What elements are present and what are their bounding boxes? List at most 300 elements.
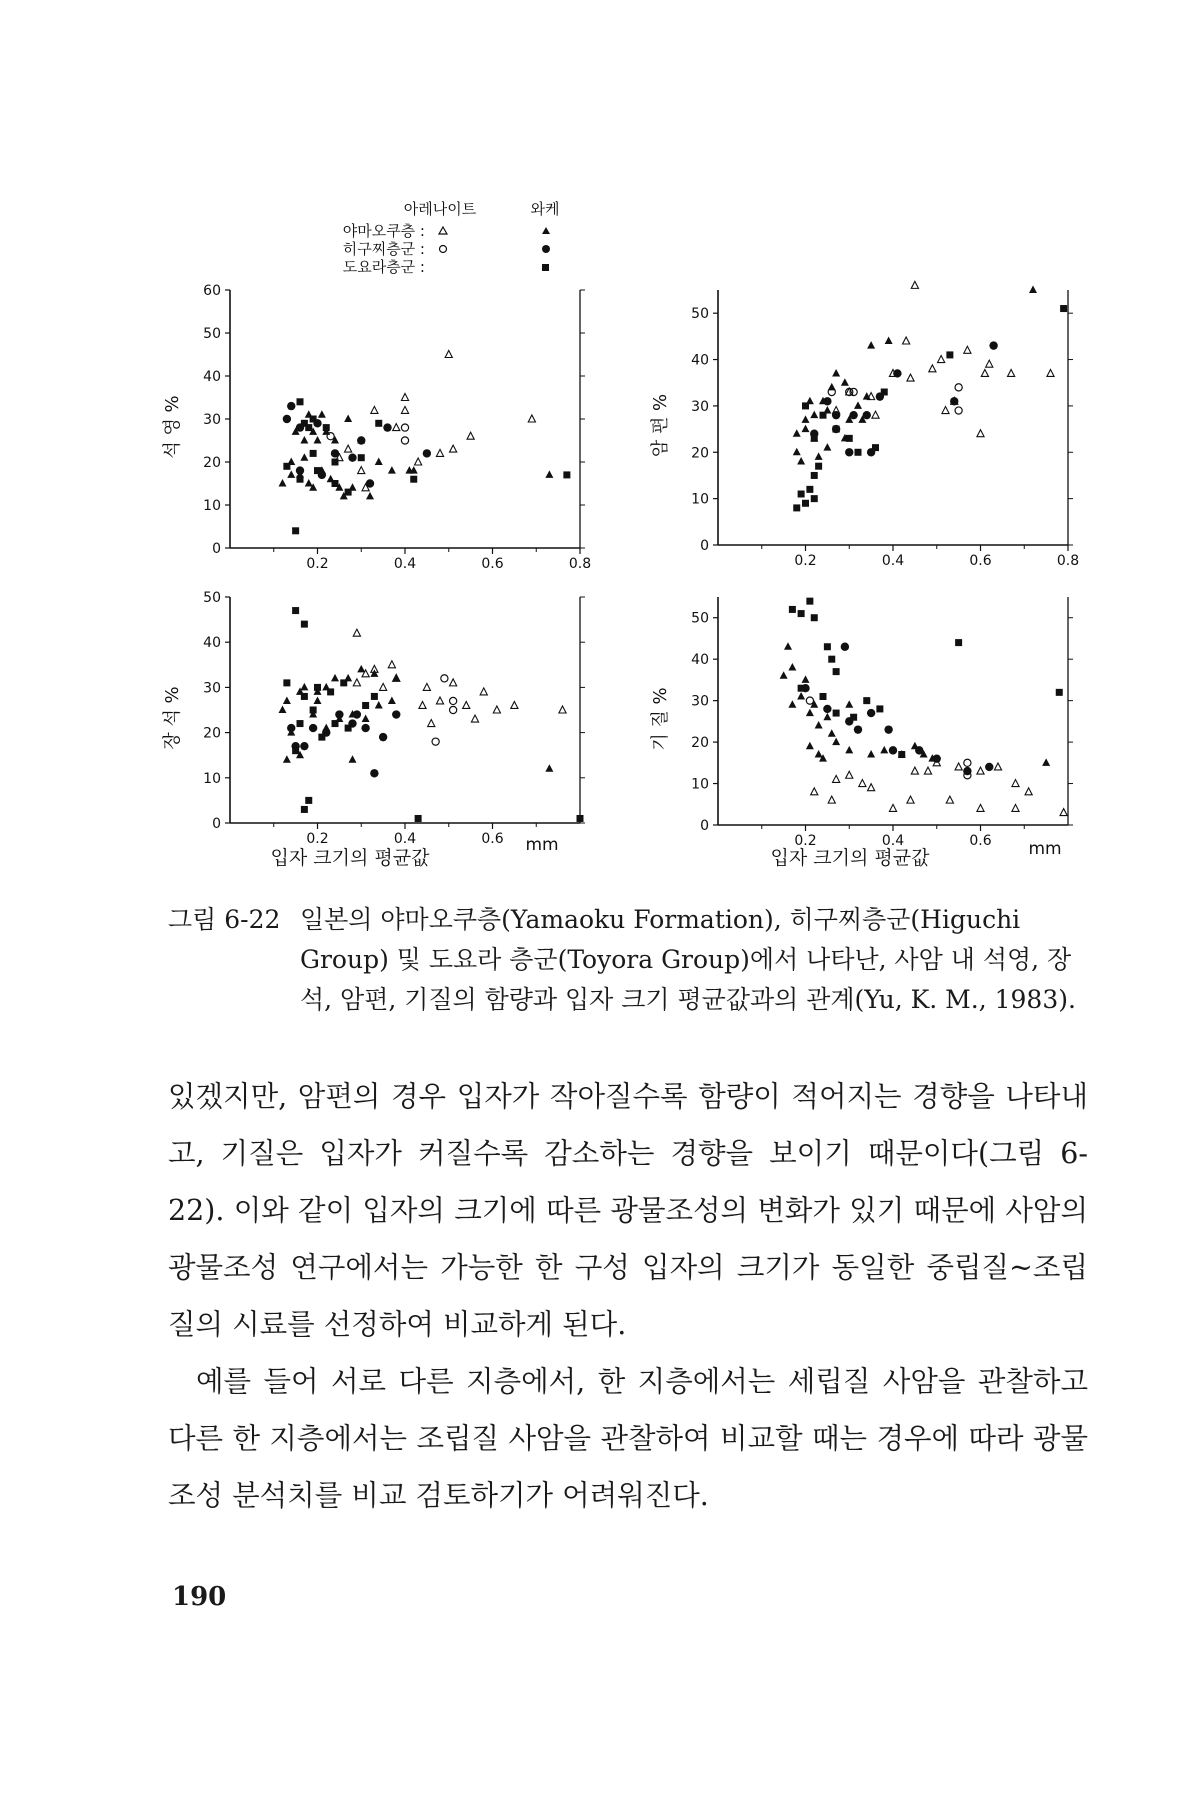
- data-point-filled-square: [305, 424, 312, 431]
- data-point-filled-circle: [370, 769, 378, 777]
- caption-text: 일본의 야마오쿠층(Yamaoku Formation), 히구찌층군(Higuchi Group) 및 도요라 층군(Toyora Group)에서 나타난, 사암 내 석영, 장석, 암편, 기질의 함량과 입자 크기 평균값과의 관계(Yu, K. M., 1983).: [300, 905, 1076, 1014]
- data-point-filled-triangle: [349, 755, 357, 763]
- data-point-filled-triangle: [793, 429, 801, 437]
- data-point-filled-square: [898, 751, 905, 758]
- data-point-filled-circle: [366, 479, 374, 487]
- y-tick-label: 40: [691, 352, 709, 369]
- data-point-open-triangle: [981, 369, 988, 376]
- x-axis-label-left: 입자 크기의 평균값: [270, 847, 430, 869]
- data-point-filled-circle: [287, 724, 295, 732]
- legend-open-circle-icon: [440, 246, 447, 253]
- data-point-filled-triangle: [784, 642, 792, 650]
- data-point-open-circle: [806, 697, 813, 704]
- data-point-filled-square: [946, 351, 953, 358]
- data-point-filled-square: [362, 702, 369, 709]
- data-point-open-circle: [401, 424, 408, 431]
- data-point-filled-circle: [963, 767, 971, 775]
- data-point-filled-square: [828, 656, 835, 663]
- y-tick-label: 40: [691, 652, 709, 669]
- data-point-filled-triangle: [788, 663, 796, 671]
- y-tick-label: 10: [203, 770, 221, 787]
- y-tick-label: 0: [212, 816, 221, 832]
- data-point-open-circle: [432, 738, 439, 745]
- data-point-filled-square: [863, 697, 870, 704]
- data-point-filled-circle: [392, 710, 400, 718]
- data-point-filled-triangle: [780, 671, 788, 679]
- data-point-filled-triangle: [344, 415, 352, 423]
- data-point-filled-square: [314, 467, 321, 474]
- legend-header-wacke: 와케: [530, 200, 560, 218]
- data-point-filled-triangle: [832, 738, 840, 746]
- data-point-filled-triangle: [880, 746, 888, 754]
- data-point-open-triangle: [388, 661, 395, 668]
- data-point-filled-square: [340, 679, 347, 686]
- data-point-filled-circle: [383, 423, 391, 431]
- y-tick-label: 50: [691, 610, 709, 627]
- data-point-filled-square: [292, 747, 299, 754]
- caption-label: 그림 6-22: [168, 905, 281, 934]
- data-point-filled-triangle: [841, 378, 849, 386]
- data-point-filled-triangle: [815, 452, 823, 460]
- data-point-filled-square: [850, 714, 857, 721]
- data-point-open-triangle: [977, 430, 984, 437]
- data-point-filled-circle: [423, 449, 431, 457]
- data-point-open-triangle: [903, 337, 910, 344]
- data-point-filled-square: [806, 598, 813, 605]
- data-point-filled-triangle: [788, 700, 796, 708]
- data-point-filled-triangle: [375, 458, 383, 466]
- data-point-open-triangle: [345, 445, 352, 452]
- data-point-filled-square: [820, 412, 827, 419]
- data-point-filled-circle: [832, 411, 840, 419]
- data-point-filled-square: [855, 449, 862, 456]
- data-point-filled-square: [793, 504, 800, 511]
- data-point-open-triangle: [419, 701, 426, 708]
- data-point-filled-square: [802, 500, 809, 507]
- data-point-filled-triangle: [802, 425, 810, 433]
- data-point-filled-triangle: [806, 709, 814, 717]
- legend-filled-triangle-icon: [542, 227, 550, 234]
- y-tick-label: 0: [700, 818, 709, 834]
- data-point-open-triangle: [946, 796, 953, 803]
- data-point-filled-triangle: [318, 410, 326, 418]
- data-point-filled-triangle: [810, 411, 818, 419]
- data-point-filled-square: [375, 420, 382, 427]
- data-point-open-triangle: [911, 767, 918, 774]
- data-point-open-triangle: [828, 796, 835, 803]
- data-point-filled-circle: [361, 724, 369, 732]
- data-point-filled-triangle: [815, 721, 823, 729]
- data-point-filled-square: [415, 815, 422, 822]
- y-tick-label: 20: [203, 725, 221, 742]
- data-point-filled-triangle: [388, 466, 396, 474]
- data-point-open-triangle: [929, 365, 936, 372]
- data-point-open-triangle: [955, 763, 962, 770]
- data-point-open-triangle: [977, 767, 984, 774]
- data-point-filled-circle: [357, 436, 365, 444]
- data-point-filled-square: [318, 734, 325, 741]
- x-tick-label: 0.8: [1056, 553, 1080, 569]
- data-point-filled-square: [345, 489, 352, 496]
- data-point-filled-square: [283, 679, 290, 686]
- data-point-open-circle: [441, 675, 448, 682]
- data-point-filled-square: [297, 398, 304, 405]
- data-point-filled-circle: [823, 397, 831, 405]
- data-point-open-triangle: [1025, 788, 1032, 795]
- data-point-filled-square: [410, 476, 417, 483]
- x-tick-label: 0.6: [481, 556, 504, 572]
- data-point-filled-square: [327, 688, 334, 695]
- data-point-open-triangle: [467, 432, 474, 439]
- data-point-open-triangle: [423, 683, 430, 690]
- legend-label-yamaoku: 야마오쿠층 :: [342, 222, 425, 240]
- data-point-open-circle: [955, 384, 962, 391]
- data-point-filled-square: [371, 693, 378, 700]
- x-tick-label: 0.2: [794, 833, 817, 849]
- y-tick-label: 20: [203, 455, 221, 471]
- body-text: [168, 1068, 1088, 1524]
- y-tick-label: 30: [691, 398, 709, 415]
- scatter-panel-3: [162, 590, 585, 847]
- data-point-open-triangle: [938, 356, 945, 363]
- paragraph-2: 예를 들어 서로 다른 지층에서, 한 지층에서는 세립질 사암을 관찰하고 다른 한 지층에서는 조립질 사암을 관찰하여 비교할 때는 경우에 따라 광물조성 분석치를 비교 검토하기가 어려워진다.: [168, 1365, 1088, 1512]
- data-point-filled-square: [833, 668, 840, 675]
- data-point-filled-square: [301, 693, 308, 700]
- data-point-filled-circle: [950, 397, 958, 405]
- data-point-filled-circle: [933, 754, 941, 762]
- data-point-open-triangle: [868, 784, 875, 791]
- data-point-open-circle: [327, 433, 334, 440]
- data-point-filled-square: [833, 426, 840, 433]
- data-point-filled-triangle: [885, 337, 893, 345]
- data-point-filled-triangle: [279, 479, 287, 487]
- x-tick-label: 0.4: [881, 833, 905, 849]
- y-tick-label: 50: [203, 590, 221, 606]
- legend: [343, 200, 560, 276]
- x-tick-label: 0.6: [969, 553, 992, 569]
- data-point-filled-triangle: [388, 696, 396, 704]
- data-point-filled-triangle: [392, 674, 400, 682]
- data-point-filled-triangle: [1042, 758, 1050, 766]
- x-tick-label: 0.6: [969, 833, 992, 849]
- legend-filled-circle-icon: [542, 245, 550, 253]
- data-point-filled-triangle: [314, 436, 322, 444]
- data-point-filled-square: [305, 797, 312, 804]
- x-tick-label: 0.2: [306, 556, 329, 572]
- data-point-filled-circle: [849, 411, 857, 419]
- data-point-filled-circle: [989, 341, 997, 349]
- data-point-filled-triangle: [867, 750, 875, 758]
- data-point-filled-triangle: [300, 453, 308, 461]
- data-point-filled-square: [1056, 689, 1063, 696]
- y-axis-label: 기 질 %: [650, 687, 671, 751]
- data-point-open-triangle: [401, 406, 408, 413]
- data-point-filled-triangle: [545, 764, 553, 772]
- y-axis-label: 석 영 %: [162, 395, 183, 459]
- y-axis-label: 장 석 %: [162, 686, 183, 750]
- data-point-filled-triangle: [1029, 286, 1037, 294]
- data-point-filled-circle: [309, 724, 317, 732]
- data-point-open-triangle: [358, 467, 365, 474]
- data-point-open-triangle: [907, 796, 914, 803]
- y-tick-label: 40: [203, 635, 221, 652]
- data-point-open-triangle: [1047, 369, 1054, 376]
- data-point-filled-triangle: [305, 479, 313, 487]
- data-point-filled-square: [301, 806, 308, 813]
- x-unit-label-right: mm: [1028, 839, 1062, 859]
- y-tick-label: 50: [691, 306, 709, 323]
- data-point-filled-square: [820, 693, 827, 700]
- data-point-open-circle: [401, 437, 408, 444]
- data-point-filled-circle: [335, 710, 343, 718]
- x-axis-label-right: 입자 크기의 평균값: [770, 847, 930, 869]
- data-point-open-triangle: [986, 360, 993, 367]
- data-point-open-triangle: [1008, 369, 1015, 376]
- data-point-filled-circle: [889, 746, 897, 754]
- data-point-open-triangle: [393, 424, 400, 431]
- y-tick-label: 0: [212, 541, 221, 557]
- legend-label-higuchi: 히구찌층군 :: [342, 240, 425, 258]
- data-point-filled-square: [824, 643, 831, 650]
- data-point-filled-triangle: [283, 755, 291, 763]
- data-point-open-triangle: [911, 281, 918, 288]
- x-tick-label: 0.4: [393, 831, 417, 847]
- scatter-panel-2: [649, 281, 1079, 569]
- data-point-open-triangle: [1012, 780, 1019, 787]
- data-point-filled-square: [881, 389, 888, 396]
- data-point-filled-triangle: [823, 713, 831, 721]
- data-point-filled-square: [833, 710, 840, 717]
- y-tick-label: 10: [691, 776, 709, 793]
- legend-filled-square-icon: [542, 264, 549, 271]
- data-point-filled-circle: [348, 454, 356, 462]
- data-point-open-triangle: [559, 706, 566, 713]
- y-axis-label: 암 편 %: [650, 393, 671, 458]
- scatter-panels: [162, 281, 1079, 849]
- x-tick-label: 0.8: [568, 556, 592, 572]
- data-point-filled-circle: [296, 466, 304, 474]
- data-point-open-triangle: [480, 688, 487, 695]
- data-point-filled-square: [332, 720, 339, 727]
- data-point-filled-triangle: [797, 692, 805, 700]
- data-point-filled-triangle: [828, 729, 836, 737]
- data-point-open-triangle: [528, 415, 535, 422]
- data-point-open-triangle: [872, 411, 879, 418]
- data-point-filled-square: [332, 459, 339, 466]
- y-tick-label: 20: [691, 445, 709, 462]
- data-point-open-triangle: [977, 804, 984, 811]
- data-point-open-triangle: [942, 407, 949, 414]
- data-point-open-triangle: [924, 767, 931, 774]
- data-point-filled-square: [283, 463, 290, 470]
- data-point-open-circle: [450, 697, 457, 704]
- data-point-open-triangle: [1012, 804, 1019, 811]
- data-point-open-triangle: [436, 449, 443, 456]
- data-point-filled-circle: [287, 402, 295, 410]
- data-point-open-circle: [450, 706, 457, 713]
- y-tick-label: 10: [203, 498, 221, 514]
- data-point-filled-square: [798, 685, 805, 692]
- data-point-filled-circle: [331, 449, 339, 457]
- x-tick-label: 0.2: [794, 553, 817, 569]
- y-tick-label: 30: [691, 693, 709, 710]
- data-point-open-triangle: [450, 445, 457, 452]
- data-point-filled-square: [292, 527, 299, 534]
- data-point-filled-triangle: [802, 675, 810, 683]
- y-tick-label: 40: [203, 369, 221, 385]
- data-point-open-triangle: [859, 780, 866, 787]
- data-point-filled-triangle: [793, 448, 801, 456]
- x-tick-label: 0.4: [393, 556, 417, 572]
- data-point-filled-triangle: [823, 443, 831, 451]
- data-point-open-triangle: [511, 701, 518, 708]
- data-point-filled-square: [815, 463, 822, 470]
- data-point-filled-square: [798, 491, 805, 498]
- scatter-panel-1: [162, 283, 591, 572]
- data-point-filled-square: [802, 402, 809, 409]
- data-point-filled-square: [323, 424, 330, 431]
- data-point-filled-square: [1060, 305, 1067, 312]
- data-point-filled-triangle: [832, 369, 840, 377]
- data-point-filled-circle: [300, 742, 308, 750]
- x-tick-label: 0.2: [306, 831, 329, 847]
- data-point-filled-circle: [823, 705, 831, 713]
- data-point-open-triangle: [353, 679, 360, 686]
- data-point-filled-triangle: [331, 674, 339, 682]
- data-point-filled-triangle: [845, 700, 853, 708]
- data-point-filled-triangle: [287, 470, 295, 478]
- data-point-open-triangle: [1060, 809, 1067, 816]
- data-point-open-triangle: [428, 720, 435, 727]
- data-point-filled-square: [563, 471, 570, 478]
- data-point-open-triangle: [445, 351, 452, 358]
- data-point-filled-square: [811, 472, 818, 479]
- data-point-filled-square: [872, 444, 879, 451]
- data-point-open-triangle: [471, 715, 478, 722]
- data-point-filled-triangle: [815, 750, 823, 758]
- x-tick-label: 0.4: [881, 553, 905, 569]
- data-point-filled-circle: [884, 725, 892, 733]
- data-point-filled-square: [297, 720, 304, 727]
- legend-open-triangle-icon: [439, 227, 447, 234]
- data-point-filled-square: [310, 416, 317, 423]
- data-point-filled-circle: [379, 733, 387, 741]
- data-point-filled-triangle: [314, 696, 322, 704]
- data-point-filled-triangle: [283, 696, 291, 704]
- data-point-filled-circle: [845, 448, 853, 456]
- data-point-filled-triangle: [279, 706, 287, 714]
- data-point-filled-triangle: [375, 701, 383, 709]
- data-point-filled-square: [876, 705, 883, 712]
- data-point-open-triangle: [889, 804, 896, 811]
- y-tick-label: 30: [203, 680, 221, 697]
- data-point-filled-square: [811, 614, 818, 621]
- figure-caption: [168, 900, 1088, 1020]
- data-point-open-triangle: [371, 406, 378, 413]
- x-tick-label: 0.6: [481, 831, 504, 847]
- data-point-open-triangle: [811, 788, 818, 795]
- y-tick-label: 50: [203, 326, 221, 342]
- data-point-filled-circle: [863, 411, 871, 419]
- legend-header-arenite: 아레나이트: [403, 200, 477, 218]
- data-point-filled-triangle: [362, 715, 370, 723]
- data-point-filled-triangle: [545, 470, 553, 478]
- data-point-filled-square: [310, 450, 317, 457]
- data-point-open-triangle: [401, 394, 408, 401]
- data-point-filled-square: [314, 684, 321, 691]
- data-point-filled-square: [811, 495, 818, 502]
- y-tick-label: 60: [203, 283, 221, 299]
- data-point-filled-square: [358, 454, 365, 461]
- data-point-open-triangle: [994, 763, 1001, 770]
- data-point-filled-triangle: [867, 341, 875, 349]
- data-point-filled-circle: [854, 725, 862, 733]
- data-point-filled-square: [798, 610, 805, 617]
- scatter-panel-4: [650, 597, 1073, 849]
- data-point-filled-circle: [867, 709, 875, 717]
- data-point-filled-triangle: [300, 436, 308, 444]
- legend-label-toyora: 도요라층군 :: [342, 258, 425, 276]
- y-tick-label: 20: [691, 735, 709, 752]
- data-point-open-triangle: [907, 374, 914, 381]
- data-point-filled-circle: [915, 746, 923, 754]
- y-tick-label: 0: [700, 538, 709, 554]
- data-point-filled-circle: [841, 643, 849, 651]
- data-point-open-triangle: [436, 697, 443, 704]
- data-point-filled-square: [345, 725, 352, 732]
- data-point-filled-triangle: [854, 401, 862, 409]
- data-point-open-triangle: [493, 706, 500, 713]
- data-point-filled-square: [811, 435, 818, 442]
- data-point-open-triangle: [463, 701, 470, 708]
- y-tick-label: 30: [203, 412, 221, 428]
- data-point-filled-circle: [893, 369, 901, 377]
- y-tick-label: 10: [691, 491, 709, 508]
- data-point-filled-square: [846, 435, 853, 442]
- data-point-filled-circle: [283, 415, 291, 423]
- data-point-filled-square: [332, 480, 339, 487]
- page-number: 190: [172, 1582, 227, 1612]
- data-point-open-circle: [955, 407, 962, 414]
- data-point-open-triangle: [846, 771, 853, 778]
- paragraph-1: 있겠지만, 암편의 경우 입자가 작아질수록 함량이 적어지는 경향을 나타내고, 기질은 입자가 커질수록 감소하는 경향을 보이기 때문이다(그림 6-22). 이와 같이 입자의 크기에 따른 광물조성의 변화가 있기 때문에 사암의 광물조성 연구에서는 가능한 한 구성 입자의 크기가 동일한 중립질~조립질의 시료를 선정하여 비교하게 된다.: [168, 1080, 1088, 1341]
- data-point-filled-square: [292, 607, 299, 614]
- data-point-filled-circle: [353, 710, 361, 718]
- data-point-filled-triangle: [797, 457, 805, 465]
- data-point-filled-square: [297, 476, 304, 483]
- data-point-open-triangle: [415, 458, 422, 465]
- x-unit-label-left: mm: [525, 835, 559, 855]
- data-point-open-triangle: [353, 629, 360, 636]
- data-point-open-triangle: [450, 679, 457, 686]
- data-point-filled-square: [806, 486, 813, 493]
- data-point-open-triangle: [833, 775, 840, 782]
- data-point-open-circle: [964, 759, 971, 766]
- data-point-filled-square: [955, 639, 962, 646]
- data-point-open-triangle: [380, 683, 387, 690]
- data-point-filled-triangle: [845, 746, 853, 754]
- data-point-filled-triangle: [802, 415, 810, 423]
- data-point-filled-triangle: [366, 492, 374, 500]
- data-point-filled-square: [577, 815, 584, 822]
- data-point-open-triangle: [964, 346, 971, 353]
- data-point-filled-triangle: [300, 683, 308, 691]
- data-point-filled-square: [310, 707, 317, 714]
- data-point-filled-triangle: [357, 665, 365, 673]
- data-point-filled-circle: [985, 763, 993, 771]
- data-point-filled-square: [789, 606, 796, 613]
- data-point-filled-triangle: [806, 742, 814, 750]
